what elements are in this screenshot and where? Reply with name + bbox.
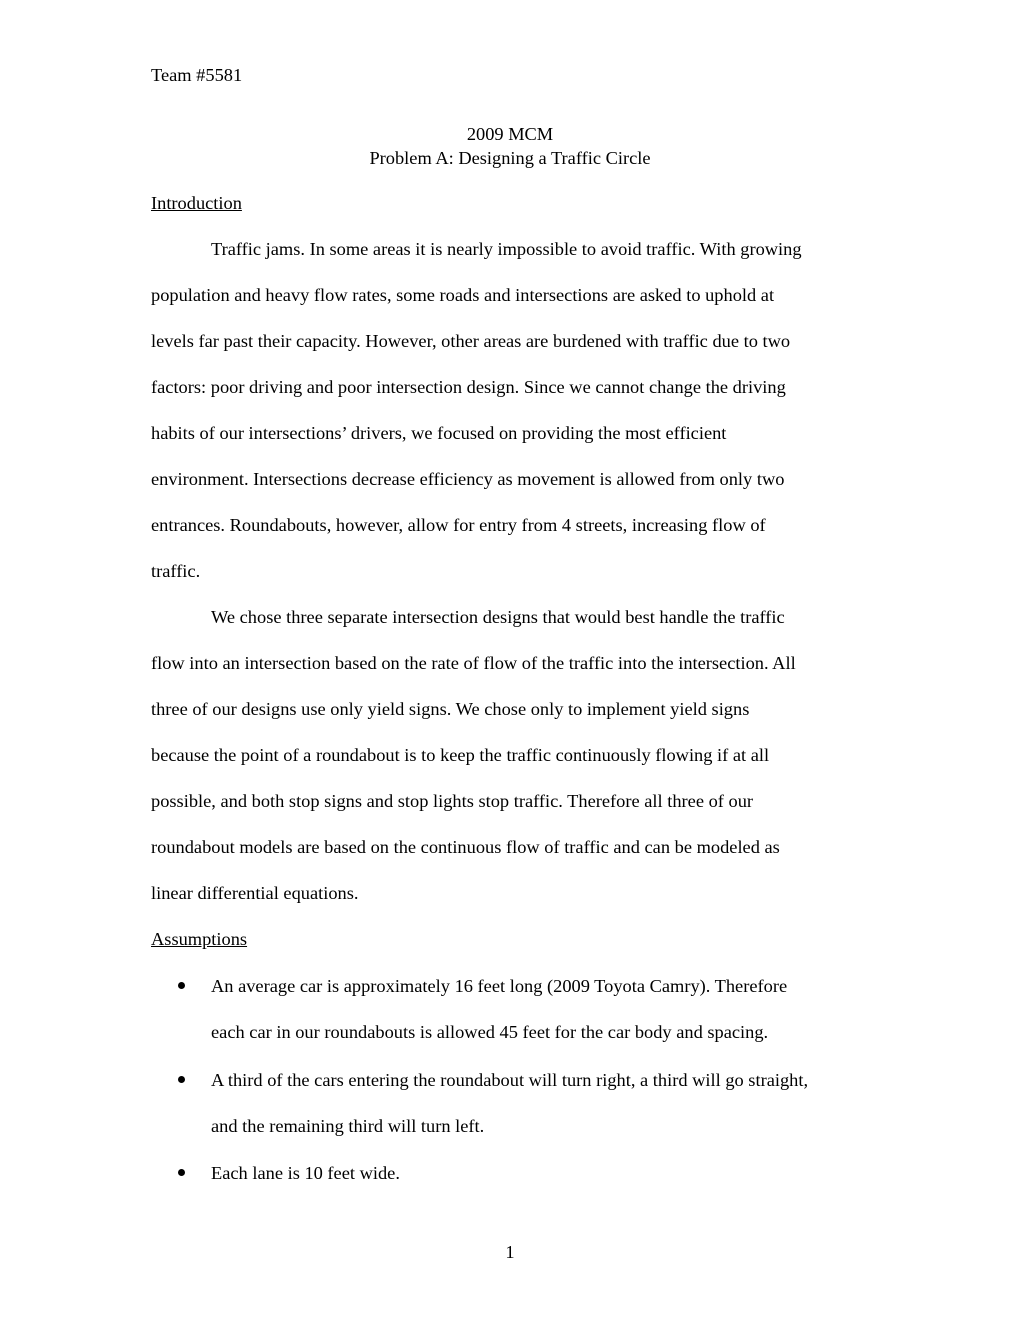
assumption-bullet-line: and the remaining third will turn left. (211, 1116, 485, 1136)
assumption-bullet-line: A third of the cars entering the roundabout will turn right, a third will go straight, (211, 1070, 809, 1090)
assumptions-heading: Assumptions (151, 929, 248, 949)
intro-p1-line: factors: poor driving and poor intersection design. Since we cannot change the driving (151, 377, 786, 397)
intro-p2-line: because the point of a roundabout is to keep the traffic continuously flowing if at all (151, 745, 770, 765)
bullet-icon (178, 982, 185, 989)
assumption-bullet-line: each car in our roundabouts is allowed 45 feet for the car body and spacing. (211, 1022, 769, 1042)
intro-p2-line: three of our designs use only yield signs. We chose only to implement yield signs (151, 699, 750, 719)
intro-p2-line: flow into an intersection based on the rate of flow of the traffic into the intersection. All (151, 653, 796, 673)
intro-p1-line: levels far past their capacity. However, other areas are burdened with traffic due to two (151, 331, 791, 351)
intro-p1-line: traffic. (151, 561, 201, 581)
intro-p2-line: We chose three separate intersection designs that would best handle the traffic (211, 607, 785, 627)
page-number: 1 (505, 1242, 515, 1262)
team-header: Team #5581 (151, 65, 243, 85)
paper-title-problem: Problem A: Designing a Traffic Circle (369, 148, 651, 168)
assumption-bullet-line: An average car is approximately 16 feet long (2009 Toyota Camry). Therefore (211, 976, 788, 996)
intro-p1-line: entrances. Roundabouts, however, allow for entry from 4 streets, increasing flow of (151, 515, 766, 535)
intro-p1-line: population and heavy flow rates, some roads and intersections are asked to uphold at (151, 285, 775, 305)
intro-p1-line: environment. Intersections decrease efficiency as movement is allowed from only two (151, 469, 785, 489)
introduction-heading: Introduction (151, 193, 242, 213)
intro-p1-line: habits of our intersections’ drivers, we focused on providing the most efficient (151, 423, 727, 443)
paper-title-year: 2009 MCM (466, 124, 554, 144)
intro-p2-line: possible, and both stop signs and stop lights stop traffic. Therefore all three of our (151, 791, 754, 811)
bullet-icon (178, 1169, 185, 1176)
bullet-icon (178, 1076, 185, 1083)
intro-p2-line: linear differential equations. (151, 883, 359, 903)
intro-p1-line: Traffic jams. In some areas it is nearly impossible to avoid traffic. With growing (211, 239, 802, 259)
assumption-bullet-line: Each lane is 10 feet wide. (211, 1163, 400, 1183)
intro-p2-line: roundabout models are based on the continuous flow of traffic and can be modeled as (151, 837, 780, 857)
